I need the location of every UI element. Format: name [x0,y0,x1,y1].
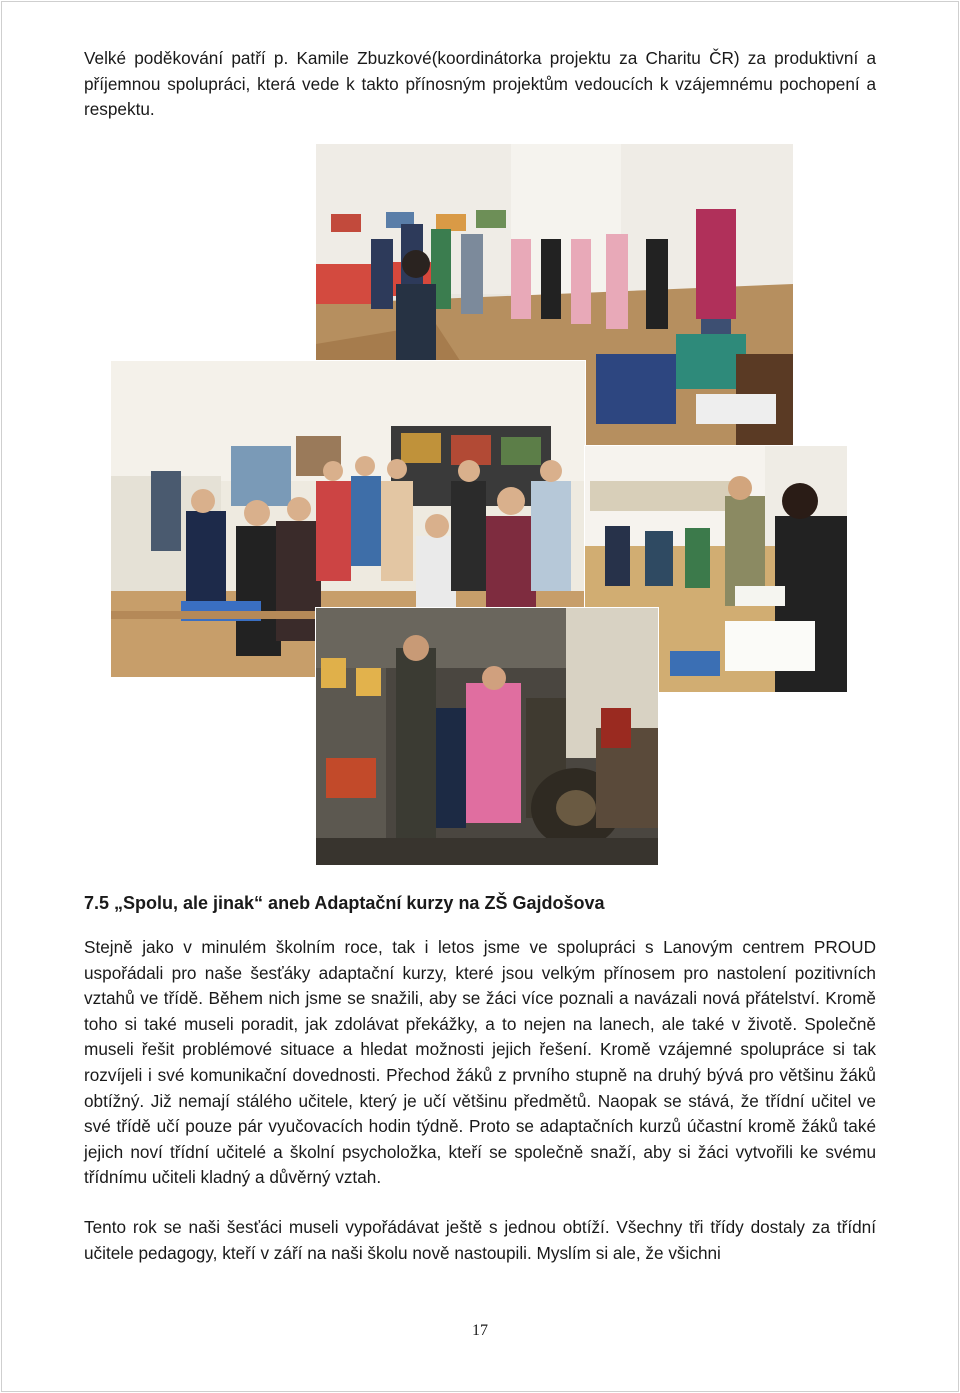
body-paragraph-1: Stejně jako v minulém školním roce, tak i letos jsme ve spolupráci s Lanovým centrem PROUD uspořádali pro naše šesťáky adaptační kurzy, které jsou velkým přínosem pro nastolení pozitivních vztahů ve třídě. Během nich jsme se snažili, aby se žáci více poznali a navázali nová přátelství. Kromě toho si také museli poradit, jak zdolávat překážky, a to nejen na lanech, ale také v životě. Společně museli řešit problémové situace a hledat možnosti jejich řešení. Kromě vzájemné spolupráce si tak rozvíjeli i své komunikační dovednosti. Přechod žáků z prvního stupně na druhý bývá pro většinu žáků obtížný. Již nemají stálého učitele, který je učí většinu předmětů. Naopak se stává, že třídní učitel ve své třídě učí pouze pár vyučovacích hodin týdně. Proto se adaptačních kurzů účastní kromě žáků také jejich noví třídní učitelé a školní psycholožka, kteří se společně snaží, aby si žáci vytvořili ke svému třídnímu učiteli kladný a důvěrný vztah. [84,937,876,1188]
photo-museum [315,607,659,866]
intro-paragraph: Velké poděkování patří p. Kamile Zbuzkové(koordinátorka projektu za Charitu ČR) za produktivní a příjemnou spolupráci, která vede k takto přínosným projektům vedoucích k vzájemnému pochopení a respektu. [84,48,876,120]
section-heading: 7.5 „Spolu, ale jinak“ aneb Adaptační kurzy na ZŠ Gajdošova [84,893,605,913]
body-paragraph-2: Tento rok se naši šesťáci museli vypořádávat ještě s jednou obtíží. Všechny tři třídy dostaly za třídní učitele pedagogy, kteří v září na naši školu nově nastoupili. Myslím si ale, že všichni [84,1217,876,1263]
page-number: 17 [472,1322,488,1339]
